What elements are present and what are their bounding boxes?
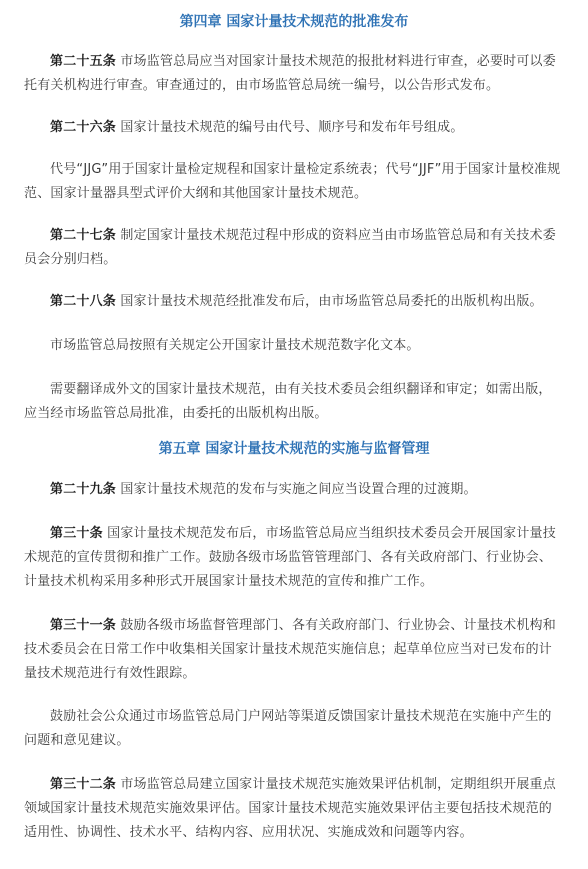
article-28-text: 国家计量技术规范经批准发布后，由市场监管总局委托的出版机构出版。 (116, 294, 543, 309)
article-28-label: 第二十八条 (50, 294, 117, 309)
article-28-paragraph-2: 市场监管总局按照有关规定公开国家计量技术规范数字化文本。 (50, 338, 420, 353)
article-28-paragraph-3: 需要翻译成外文的国家计量技术规范，由有关技术委员会组织翻译和审定；如需出版，应当经市场监管总局批准，由委托的出版机构出版。 (24, 382, 552, 421)
article-32 (24, 773, 564, 845)
article-25 (24, 50, 564, 98)
article-26-paragraph-2: 代号“JJG”用于国家计量检定规程和国家计量检定系统表；代号“JJF”用于国家计量校准规范、国家计量器具型式评价大纲和其他国家计量技术规范。 (24, 162, 561, 201)
article-27-label: 第二十七条 (50, 228, 117, 243)
article-27-text: 制定国家计量技术规范过程中形成的资料应当由市场监管总局和有关技术委员会分别归档。 (24, 228, 556, 267)
article-29-label: 第二十九条 (50, 482, 117, 497)
article-31-text: 鼓励各级市场监督管理部门、各有关政府部门、行业协会、计量技术机构和技术委员会在日常工作中收集相关国家计量技术规范实施信息；起草单位应当对已发布的计量技术规范进行有效性跟踪。 (24, 618, 556, 681)
article-28 (24, 290, 564, 314)
article-30-label: 第三十条 (50, 526, 103, 541)
article-31 (24, 614, 564, 686)
article-25-text: 市场监管总局应当对国家计量技术规范的报批材料进行审查，必要时可以委托有关机构进行审查。审查通过的，由市场监管总局统一编号，以公告形式发布。 (24, 54, 556, 93)
article-26-text: 国家计量技术规范的编号由代号、顺序号和发布年号组成。 (116, 120, 464, 135)
article-29-text: 国家计量技术规范的发布与实施之间应当设置合理的过渡期。 (116, 482, 477, 497)
article-31-label: 第三十一条 (50, 618, 117, 633)
article-30-text: 国家计量技术规范发布后，市场监管总局应当组织技术委员会开展国家计量技术规范的宣传贯彻和推广工作。鼓励各级市场监管管理部门、各有关政府部门、行业协会、计量技术机构采用多种形式开展国家计量技术规范的宣传和推广工作。 (24, 526, 556, 589)
article-32-label: 第三十二条 (50, 777, 117, 792)
article-26-label: 第二十六条 (50, 120, 117, 135)
article-25-label: 第二十五条 (50, 54, 117, 69)
chapter-5-title: 第五章 国家计量技术规范的实施与监督管理 (158, 441, 430, 457)
article-32-text: 市场监管总局建立国家计量技术规范实施效果评估机制，定期组织开展重点领域国家计量技术规范实施效果评估。国家计量技术规范实施效果评估主要包括技术规范的适用性、协调性、技术水平、结构内容、应用状况、实施成效和问题等内容。 (24, 777, 556, 840)
article-30 (24, 522, 564, 594)
article-26 (24, 116, 564, 140)
article-29 (24, 478, 564, 502)
article-31-paragraph-2: 鼓励社会公众通过市场监管总局门户网站等渠道反馈国家计量技术规范在实施中产生的问题和意见建议。 (24, 709, 552, 748)
chapter-4-title: 第四章 国家计量技术规范的批准发布 (179, 14, 409, 30)
article-27 (24, 224, 564, 272)
